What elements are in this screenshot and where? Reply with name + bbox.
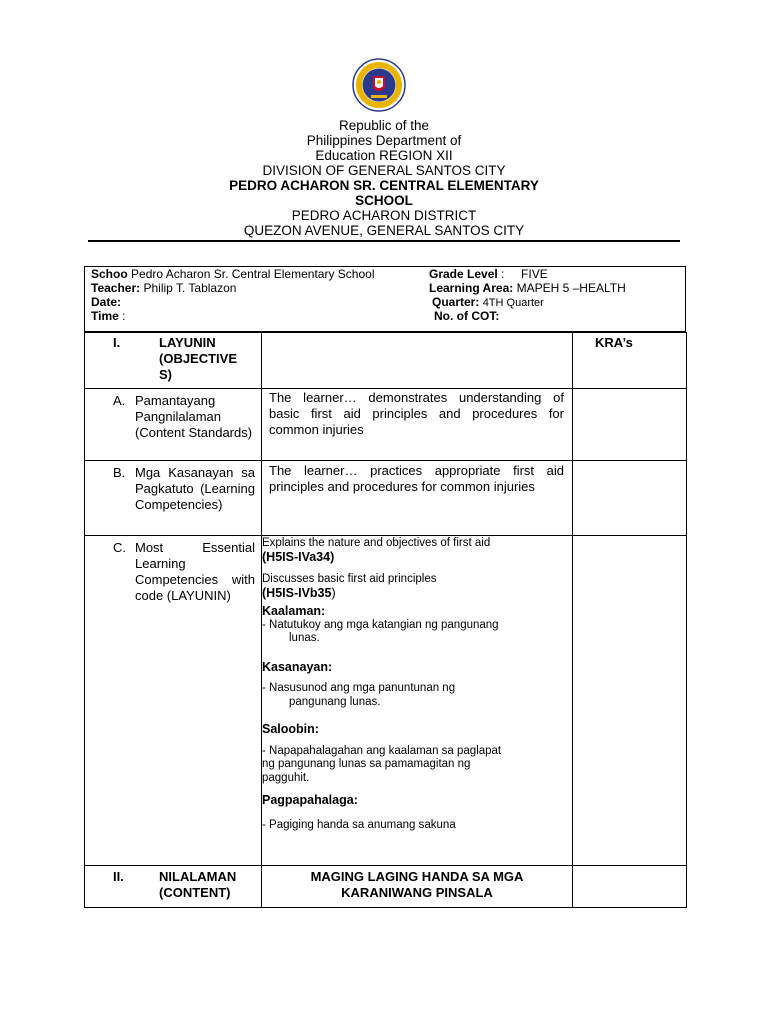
learning-competencies-row: [85, 461, 687, 536]
teacher-row: Teacher: Philip T. Tablazon: [91, 281, 237, 295]
objective-2-code: (H5IS-IVb35): [262, 585, 336, 600]
header-school-name: PEDRO ACHARON SR. CENTRAL ELEMENTARY: [229, 178, 539, 193]
header-address: QUEZON AVENUE, GENERAL SANTOS CITY: [243, 223, 525, 238]
learning-area: Learning Area: MAPEH 5 –HEALTH: [429, 281, 626, 295]
content-standards-row: [85, 389, 687, 461]
learning-competencies-kra: [573, 461, 687, 536]
content-standards-kra: [573, 389, 687, 461]
content-heading: II. NILALAMAN (CONTENT): [85, 866, 262, 908]
kras-heading: KRA’s: [573, 333, 687, 389]
content-standards-text: The learner… demonstrates understanding of basic first aid principles and procedures for common injuries: [262, 389, 573, 461]
saloobin-item-cont: ng pangunang lunas sa pamamagitan ng: [262, 758, 471, 770]
header-divider: [88, 240, 680, 242]
melc-objectives: [262, 536, 573, 866]
melc-row: [85, 536, 687, 866]
objective-2: Discusses basic first aid principles: [262, 573, 437, 585]
header-region: Education REGION XII: [315, 148, 453, 163]
time-row: Time :: [91, 309, 126, 323]
kaalaman-heading: Kaalaman:: [262, 604, 326, 618]
learning-competencies-label: B. Mga Kasanayan sa Pagkatuto (Learning Competencies): [85, 461, 262, 536]
content-value: MAGING LAGING HANDA SA MGA KARANIWANG PINSALA: [262, 866, 573, 908]
header-district: PEDRO ACHARON DISTRICT: [291, 208, 477, 223]
content-standards-label: A. Pamantayang Pangnilalaman (Content Standards): [85, 389, 262, 461]
learning-competencies-text: The learner… practices appropriate first aid principles and procedures for common injuries: [262, 461, 573, 536]
school-row: Schoo Pedro Acharon Sr. Central Elementary School: [91, 267, 375, 281]
objectives-blank: [262, 333, 573, 389]
melc-kra: [573, 536, 687, 866]
kasanayan-heading: Kasanayan:: [262, 659, 333, 674]
objective-1-code: (H5IS-IVa34): [262, 549, 335, 564]
header-department: Philippines Department of: [306, 133, 462, 148]
kaalaman-item-cont: lunas.: [289, 632, 320, 644]
grade-level: Grade Level : FIVE: [429, 267, 548, 281]
header-division: DIVISION OF GENERAL SANTOS CITY: [262, 163, 506, 178]
pagpapahalaga-heading: Pagpapahalaga:: [262, 793, 358, 807]
deped-seal-icon: [343, 58, 415, 112]
content-kra: [573, 866, 687, 908]
saloobin-item-cont2: pagguhit.: [262, 771, 310, 784]
melc-label: C. Most Essential Learning Competencies with code (LAYUNIN): [85, 536, 262, 866]
header-school-word: SCHOOL: [355, 193, 413, 208]
kasanayan-item: - Nasusunod ang mga panuntunan ng: [262, 682, 456, 694]
objectives-heading: I. LAYUNIN (OBJECTIVE S): [85, 333, 262, 389]
kaalaman-item: - Natutukoy ang mga katangian ng pangunang: [262, 618, 499, 631]
content-row: [85, 866, 687, 908]
lesson-plan-table: [84, 332, 687, 908]
objectives-row: [85, 333, 687, 389]
date-row: Date:: [91, 295, 122, 309]
cot-row: No. of COT:: [434, 309, 500, 323]
kasanayan-item-cont: pangunang lunas.: [289, 695, 381, 708]
info-box: [84, 266, 686, 332]
saloobin-heading: Saloobin:: [262, 722, 319, 736]
pagpapahalaga-item: - Pagiging handa sa anumang sakuna: [262, 818, 456, 831]
objective-1: Explains the nature and objectives of first aid: [262, 537, 491, 549]
quarter-row: Quarter: 4TH Quarter: [432, 295, 544, 309]
saloobin-item: - Napapahalagahan ang kaalaman sa paglapat: [262, 744, 502, 757]
header-republic: Republic of the: [338, 118, 430, 133]
